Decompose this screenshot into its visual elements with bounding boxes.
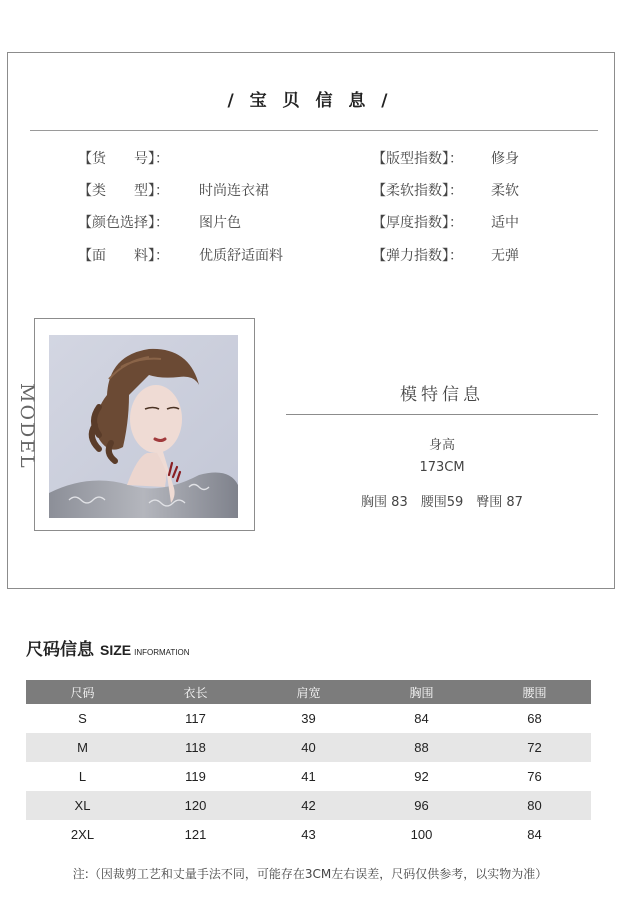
table-row	[26, 733, 591, 762]
table-cell: 92	[414, 769, 429, 784]
size-chart-title: 尺码信息	[26, 640, 94, 660]
title-divider	[30, 130, 598, 131]
attr-value: 图片色	[199, 215, 241, 231]
model-photo	[49, 335, 238, 518]
attr-label: 【弹力指数】：	[372, 248, 463, 264]
table-row	[26, 791, 591, 820]
size-chart-heading	[26, 635, 190, 660]
attr-elasticity-index	[372, 245, 519, 265]
size-table	[26, 680, 591, 849]
table-cell: 42	[252, 791, 365, 820]
table-cell: XL	[26, 791, 139, 820]
table-row	[26, 762, 591, 791]
size-chart-title-en: SIZE	[100, 642, 132, 658]
attr-label: 【柔软指数】：	[372, 183, 463, 199]
attr-fit-index	[372, 148, 519, 168]
attr-item-number	[78, 148, 169, 168]
column-header: 肩宽	[252, 680, 365, 704]
product-info-title: / 宝 贝 信 息 /	[227, 91, 393, 111]
size-table-header-row	[26, 680, 591, 704]
table-cell: 76	[527, 769, 542, 784]
table-cell: 88	[365, 733, 478, 762]
column-header: 衣长	[139, 680, 252, 704]
table-cell: 84	[527, 827, 542, 842]
table-cell: 68	[527, 711, 542, 726]
attr-softness-index	[372, 180, 519, 200]
table-cell: 39	[301, 711, 316, 726]
attr-value: 适中	[491, 215, 519, 231]
table-cell: 121	[184, 827, 207, 842]
size-chart-note: 注:（因裁剪工艺和丈量手法不同，可能存在3CM左右误差，尺码仅供参考，以实物为准）	[72, 867, 548, 881]
attr-label: 【厚度指数】：	[372, 215, 463, 231]
attr-value: 优质舒适面料	[199, 248, 283, 264]
table-cell: 120	[139, 791, 252, 820]
attr-label: 【面 料】：	[78, 248, 169, 264]
table-cell: 43	[301, 827, 316, 842]
column-header: 腰围	[478, 680, 591, 704]
table-cell: L	[78, 769, 87, 784]
table-cell: 41	[301, 769, 316, 784]
table-cell: 119	[185, 769, 206, 784]
attr-value: 修身	[491, 151, 519, 167]
table-cell: 40	[252, 733, 365, 762]
column-header: 尺码	[26, 680, 139, 704]
table-cell: 117	[185, 711, 206, 726]
model-info-title: 模特信息	[400, 385, 484, 405]
table-cell: 96	[365, 791, 478, 820]
table-cell: 100	[410, 827, 433, 842]
table-cell: 84	[414, 711, 429, 726]
size-chart-subtitle-en: INFORMATION	[134, 648, 190, 657]
attr-thickness-index	[372, 212, 519, 232]
table-cell: S	[78, 711, 87, 726]
attr-value: 无弹	[491, 248, 519, 264]
table-row	[26, 820, 591, 849]
attr-label: 【类 型】：	[78, 183, 169, 199]
attr-label: 【版型指数】：	[372, 151, 463, 167]
table-cell: 2XL	[70, 827, 95, 842]
attr-label: 【颜色选择】：	[78, 215, 169, 231]
table-cell: M	[26, 733, 139, 762]
attr-label: 【货 号】：	[78, 151, 169, 167]
model-info-divider	[286, 414, 598, 415]
table-cell: 80	[478, 791, 591, 820]
model-height-label: 身高	[428, 438, 455, 453]
table-row	[26, 704, 591, 733]
model-vertical-label: MODEL	[16, 383, 38, 470]
table-cell: 118	[139, 733, 252, 762]
attr-value: 时尚连衣裙	[199, 183, 269, 199]
model-height-value: 173CM	[419, 460, 465, 475]
attr-fabric	[78, 245, 283, 265]
model-measurements: 胸围 83 腰围59 臀围 87	[361, 495, 523, 510]
column-header: 胸围	[365, 680, 478, 704]
attr-color	[78, 212, 241, 232]
attr-value: 柔软	[491, 183, 519, 199]
attr-type	[78, 180, 269, 200]
table-cell: 72	[478, 733, 591, 762]
